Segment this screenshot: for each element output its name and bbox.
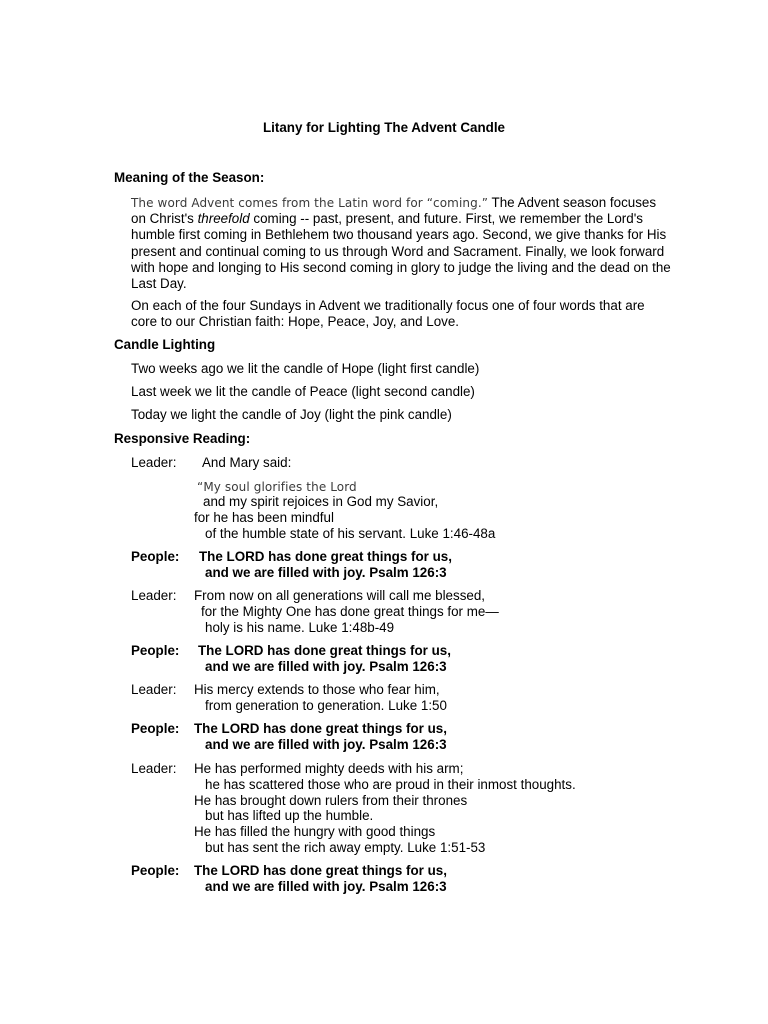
- meaning-lead-text: The word Advent comes from the Latin word for “coming.”: [131, 196, 489, 210]
- candle-line-1: Two weeks ago we lit the candle of Hope (light first candle): [131, 361, 480, 376]
- reading-intro: And Mary said:: [202, 455, 292, 470]
- verse-2-line-2: for the Mighty One has done great things for me—: [201, 604, 499, 619]
- verse-4-line-6: but has sent the rich away empty. Luke 1:51-53: [205, 840, 486, 855]
- meaning-paragraph-1: [131, 195, 671, 292]
- verse-4-line-3: He has brought down rulers from their thrones: [194, 793, 468, 808]
- verse-4-line-5: He has filled the hungry with good things: [194, 824, 436, 839]
- verse-2-line-1: From now on all generations will call me blessed,: [194, 588, 486, 603]
- meaning-paragraph-2: On each of the four Sundays in Advent we traditionally focus one of four words that are core to our Christian faith: Hope, Peace, Joy, and Love.: [131, 298, 645, 330]
- people-label: People:: [131, 721, 180, 736]
- people-label: People:: [131, 643, 180, 658]
- response-line-2: and we are filled with joy. Psalm 126:3: [205, 879, 447, 894]
- leader-label: Leader:: [131, 682, 177, 697]
- verse-3-line-1: His mercy extends to those who fear him,: [194, 682, 440, 697]
- verse-1-line-3: for he has been mindful: [194, 510, 334, 525]
- candle-line-2: Last week we lit the candle of Peace (light second candle): [131, 384, 475, 399]
- people-label: People:: [131, 863, 180, 878]
- reading-heading: Responsive Reading:: [114, 431, 251, 446]
- meaning-text-b: coming -- past, present, and future. First, we remember the Lord's humble first coming in Bethlehem two thousand years ago. Second, we give thanks for His present and continual coming to us through Word and Sacrament. Finally, we look forward with hope and longing to His second coming in glory to judge the living and the dead on the Last Day.: [131, 211, 671, 292]
- verse-1-line-1: “My soul glorifies the Lord: [197, 480, 357, 494]
- response-line-2: and we are filled with joy. Psalm 126:3: [205, 659, 447, 674]
- verse-4-line-2: he has scattered those who are proud in their inmost thoughts.: [205, 777, 576, 792]
- verse-1-line-4: of the humble state of his servant. Luke 1:46-48a: [205, 526, 496, 541]
- response-line-1: The LORD has done great things for us,: [199, 549, 452, 564]
- leader-label: Leader:: [131, 588, 177, 603]
- response-line-1: The LORD has done great things for us,: [194, 721, 447, 736]
- meaning-text-a: The Advent season focuses on Christ's: [131, 195, 657, 227]
- response-line-1: The LORD has done great things for us,: [194, 863, 447, 878]
- verse-3-line-2: from generation to generation. Luke 1:50: [205, 698, 447, 713]
- verse-2-line-3: holy is his name. Luke 1:48b-49: [205, 620, 395, 635]
- response-line-1: The LORD has done great things for us,: [198, 643, 451, 658]
- response-line-2: and we are filled with joy. Psalm 126:3: [205, 565, 447, 580]
- leader-label: Leader:: [131, 761, 177, 776]
- response-line-2: and we are filled with joy. Psalm 126:3: [205, 737, 447, 752]
- candle-heading: Candle Lighting: [114, 337, 216, 352]
- verse-4-line-4: but has lifted up the humble.: [205, 808, 374, 823]
- candle-line-3: Today we light the candle of Joy (light the pink candle): [131, 407, 452, 422]
- people-label: People:: [131, 549, 180, 564]
- verse-4-line-1: He has performed mighty deeds with his arm;: [194, 761, 464, 776]
- page-title: Litany for Lighting The Advent Candle: [262, 120, 506, 135]
- meaning-italic-text: threefold: [197, 211, 250, 227]
- verse-1-line-2: and my spirit rejoices in God my Savior,: [203, 494, 439, 509]
- meaning-heading: Meaning of the Season:: [114, 170, 265, 185]
- leader-label: Leader:: [131, 455, 177, 470]
